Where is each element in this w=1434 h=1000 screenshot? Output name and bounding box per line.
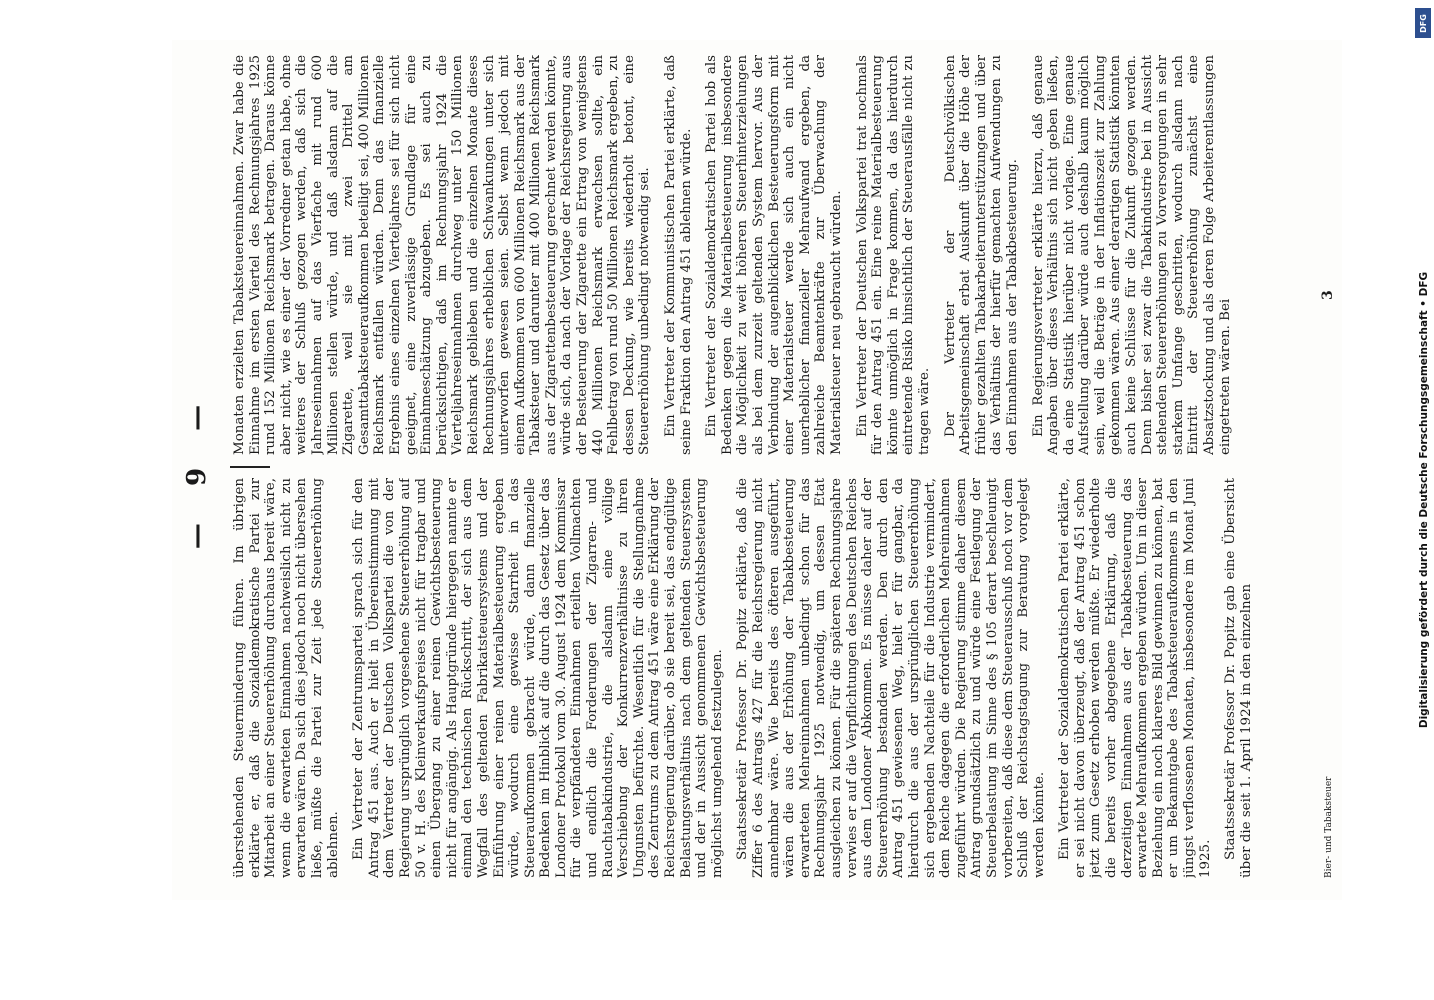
digitization-credit: Digitalisierung gefördert durch die Deutsche Forschungsgemeinschaft • DFG bbox=[1418, 271, 1430, 729]
page-number: — 9 — bbox=[182, 390, 212, 550]
page-header bbox=[182, 40, 222, 900]
paragraph: Staatssekretär Professor Dr. Popitz erklärte, daß die Ziffer 6 des Antrags 427 für die Reichsregierung nicht annehmbar wäre. Wie bereits des öfteren ausgeführt, wären die aus der Erhöhung der Tabakbesteuerung erwarteten Mehreinnahmen unbedingt schon für das Rechnungsjahr 1925 notwendig, um dessen Etat ausgleichen zu können. Für die späteren Rechnungsjahre verwies er auf die Verpflichtungen des Deutschen Reiches aus dem Londoner Abkommen. Es müsse daher auf der Steuererhöhung bestanden werden. Den durch den Antrag 451 gewiesenen Weg, hielt er für gangbar, da hierdurch die aus der ursprünglichen Steuererhöhung sich ergebenden Nachteile für die Industrie vermindert, dem Reiche dagegen die erforderlichen Mehreinnahmen zugeführt würden. Die Regierung stimme daher diesem Antrag grundsätzlich zu und würde eine Festlegung der Steuerbelastung im Sinne des § 105 derart beschleunigt vorbereiten, daß diese dem Steuerausschuß noch vor dem Schluß der Reichstagstagung zur Beratung vorgelegt werden könnte. bbox=[735, 478, 1047, 878]
column-rule bbox=[230, 466, 270, 468]
footer-page-number: 3 bbox=[1320, 290, 1336, 300]
paragraph: Ein Vertreter der Sozialdemokratischen Partei erklärte, er sei nicht davon überzeugt, daß der Antrag 451 schon jetzt zum Gesetz erhoben werden müßte. Er wiederholte die bereits vorher abgegebene Erklärung, daß die derzeitigen Einnahmen aus der Tabakbesteuerung das erwartete Mehraufkommen ergeben würden. Um in dieser Beziehung ein noch klareres Bild gewinnen zu können, bat er um Bekanntgabe des Tabaksteueraufkommens in den jüngst verflossenen Monaten, insbesondere im Monat Juni 1925. bbox=[1057, 478, 1213, 878]
dfg-logo-text: DFG bbox=[1418, 13, 1428, 33]
paragraph: überstehenden Steuerminderung führen. Im übrigen erklärte er, daß die Sozialdemokratische Partei zur Mitarbeit an einer Steuererhöhung durchaus bereit wäre, wenn die erwarteten Einnahmen nachweislich nicht zu erwarten wären. Da sich dies jedoch noch nicht übersehen ließe, müßte die Partei zur Zeit jede Steuererhöhung ablehnen. bbox=[232, 478, 341, 878]
footer-label: Bier- und Tabaksteuer bbox=[1324, 776, 1334, 878]
dfg-logo bbox=[1415, 8, 1431, 38]
rotated-document-page bbox=[172, 40, 1342, 900]
paragraph: Der Vertreter der Deutschvölkischen Arbeitsgemeinschaft erbat Auskunft über die Höhe der früher gezahlten Tabakarbeiterunterstützungen und über das Verhältnis der hierfür gemachten Aufwendungen zu den Einnahmen aus der Tabakbesteuerung. bbox=[942, 55, 1020, 455]
paragraph: Monaten erzielten Tabaksteuereinnahmen. Zwar habe die Einnahme im ersten Viertel des Rechnungsjahres 1925 rund 152 Millionen Reichsmark betragen. Daraus könne aber nicht, wie es einer der Vorredner getan habe, ohne weiteres der Schluß gezogen werden, daß sich die Jahreseinnahmen auf das Vierfache mit rund 600 Millionen stellen würde, und daß alsdann auf die Zigarette, weil sie mit zwei Drittel am Gesamttabaksteueraufkommen beteiligt sei, 400 Millionen Reichsmark entfallen würden. Denn das finanzielle Ergebnis eines einzelnen Vierteljahres sei für sich nicht geeignet, eine zuverlässige Grundlage für eine Einnahmeschätzung abzugeben. Es sei auch zu berücksichtigen, daß im Rechnungsjahr 1924 die Vierteljahreseinnahmen durchweg unter 150 Millionen Reichsmark geblieben und die einzelnen Monate dieses Rechnungsjahres erheblichen Schwankungen unter sich unterworfen gewesen seien. Selbst wenn jedoch mit einem Aufkommen von 600 Millionen Reichsmark aus der Tabaksteuer und darunter mit 400 Millionen Reichsmark aus der Zigarettenbesteuerung gerechnet werden könnte, würde sich, da nach der Vorlage der Reichsregierung aus der Besteuerung der Zigarette ein Ertrag von wenigstens 440 Millionen Reichsmark erwachsen sollte, ein Fehlbetrag von rund 50 Millionen Reichsmark ergeben, zu dessen Deckung, wie bereits wiederholt betont, eine Steuererhöhung unbedingt notwendig sei. bbox=[232, 55, 653, 455]
paragraph: Ein Vertreter der Sozialdemokratischen Partei hob als Bedenken gegen die Materialbesteuerung insbesondere die Möglichkeit zu weit höheren Steuerhinterziehungen als bei dem zurzeit geltenden System hervor. Aus der Verbindung der augenblicklichen Besteuerungsform mit einer Materialsteuer werde sich auch ein nicht unerheblicher finanzieller Mehraufwand ergeben, da zahlreiche Beamtenkräfte zur Überwachung der Materialsteuer neu gebraucht würden. bbox=[704, 55, 844, 455]
paragraph: Ein Vertreter der Kommunistischen Partei erklärte, daß seine Fraktion den Antrag 451 ablehnen würde. bbox=[663, 55, 694, 455]
right-column bbox=[232, 55, 1312, 455]
paragraph: Staatssekretär Professor Dr. Popitz gab eine Übersicht über die seit 1. April 1924 in den einzelnen bbox=[1223, 478, 1254, 878]
left-column bbox=[232, 478, 1312, 878]
paragraph: Ein Vertreter der Zentrumspartei sprach sich für den Antrag 451 aus. Auch er hielt in Übereinstimmung mit dem Vertreter der Deutschen Volkspartei die von der Regierung ursprünglich vorgesehene Steuererhöhung auf 50 v. H. des Kleinverkaufspreises nicht für tragbar und einen Übergang zu einer reinen Gewichtsbesteuerung nicht für angängig. Als Hauptgründe hiergegen nannte er einmal den technischen Rückschritt, der sich aus dem Wegfall des geltenden Fabrikatsteuersystems und der Einführung einer reinen Materialbesteuerung ergeben würde, wodurch eine gewisse Starrheit in das Steueraufkommen gebracht würde, dann finanzielle Bedenken im Hinblick auf die durch das Gesetz über das Londoner Protokoll vom 30. August 1924 dem Kommissar für die verpfändeten Einnahmen erteilten Vollmachten und endlich die Forderungen der Zigarren- und Rauchtabakindustrie, die alsdann eine völlige Verschiebung der Konkurrenzverhältnisse zu ihren Ungunsten befürchte. Wesentlich für die Stellungnahme des Zentrums zu dem Antrag 451 wäre eine Erklärung der Reichsregierung darüber, ob sie bereit sei, das endgültige Belastungsverhältnis nach dem geltenden Steuersystem und der in Aussicht genommenen Gewichtsbesteuerung möglichst umgehend festzulegen. bbox=[351, 478, 725, 878]
paragraph: Ein Vertreter der Deutschen Volkspartei trat nochmals für den Antrag 451 ein. Eine reine Materialbesteuerung könnte unmöglich in Frage kommen, da das hierdurch eintretende Risiko hinsichtlich der Steuerausfälle nicht zu tragen wäre. bbox=[854, 55, 932, 455]
paragraph: Ein Regierungsvertreter erklärte hierzu, daß genaue Angaben über dieses Verhältnis sich nicht geben ließen, da eine Statistik hierüber nicht vorlage. Eine genaue Aufstellung darüber würde auch deshalb kaum möglich sein, weil die Beträge in der Inflationszeit zur Zahlung gekommen wären. Aus einer derartigen Statistik könnten auch keine Schlüsse für die Zukunft gezogen werden. Denn bisher sei zwar die Tabakindustrie bei in Aussicht stehenden Steuererhöhungen zu Vorversorgungen in sehr starkem Umfange geschritten, wodurch alsdann nach Eintritt der Steuererhöhung zunächst eine Absatzstockung und als deren Folge Arbeiterentlassungen eingetreten wären. Bei bbox=[1030, 55, 1233, 455]
